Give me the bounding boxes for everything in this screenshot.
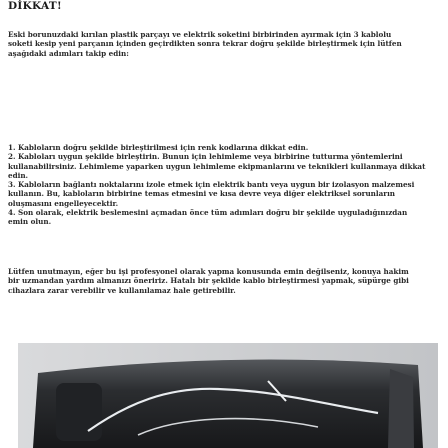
step-1: 1. Kabloların doğru şekilde birleştirilmesi için renk kodlarına dikkat edin. [8,143,309,152]
hose-end-shape [388,369,414,448]
hose-cuff-shape [56,383,102,441]
step-3: 3. Kabloların bağlantı noktalarını izole etmek için elektrik bantı veya uygun bir izolasyon malzemesi kullanın. Bu, kabloların birbirine temas etmesini ve kısa devre veya diğer elektriksel sorunların oluşmasını engelleyecektir. [8,180,415,208]
steps-list [8,143,428,227]
hose-socket-photo [18,343,438,448]
step-2: 2. Kabloları uygun şekilde birleştirin. Bunun için lehimleme veya birbirine tutturma yöntemlerini kullanabilirsiniz. Lehimleme yaparken uygun lehimleme ekipmanlarını ve teknikleri kullanmaya dikkat edin. [8,152,426,180]
product-photo [18,343,438,448]
warning-title: DİKKAT! [8,0,62,12]
warning-paragraph: Lütfen unutmayın, eğer bu işi profesyonel olarak yapma konusunda emin değilseniz, konuya hakim bir uzmandan yardım almanızı öneririz. Hatalı bir şekilde kablo birleştirmesi yapmak, süpürge gibi cihazlara zarar verebilir ve kullanılamaz hale getirebilir. [8,267,409,295]
step-4: 4. Son olarak, elektrik beslemesini açmadan önce tüm adımları doğru bir şekilde uyguladığınızdan emin olun. [8,208,408,227]
intro-paragraph: Eski borunuzdaki kırılan plastik parçayı ve elektrik soketini birbirinden ayırmak için 3 kablolu soketi kesip yeni parçanın içinden geçirdikten sonra tekrar doğru şekilde birleştirmek için lütfen aşağıdaki adımları takip edin: [8,30,402,58]
